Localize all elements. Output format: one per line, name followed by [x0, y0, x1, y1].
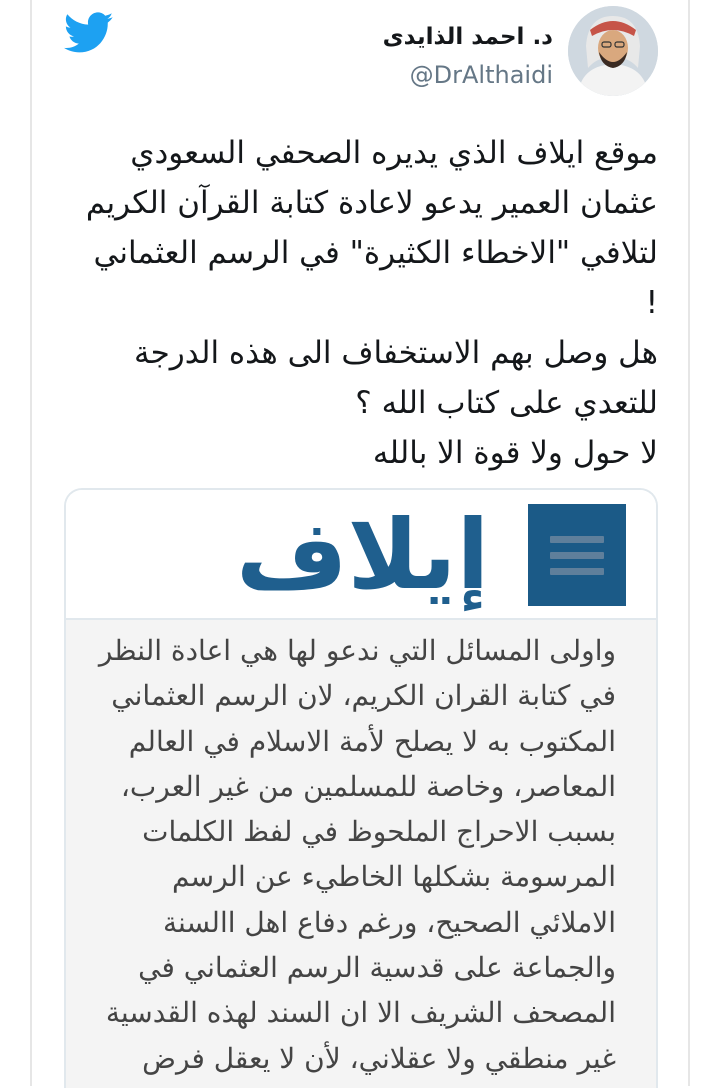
- article-line: المعاصر، وخاصة للمسلمين من غير العرب،: [120, 769, 616, 803]
- attached-image-card[interactable]: [64, 488, 658, 1088]
- article-excerpt: [66, 620, 656, 1088]
- article-line: بسبب الاحراج الملحوظ في لفظ الكلمات: [142, 815, 616, 849]
- user-info[interactable]: [383, 22, 553, 92]
- elaph-logo: إيلاف: [236, 499, 490, 611]
- avatar[interactable]: [568, 6, 658, 96]
- article-line: والجماعة على قدسية الرسم العثماني في: [138, 951, 616, 985]
- tweet-line: هل وصل بهم الاستخفاف الى هذه الدرجة: [133, 335, 658, 371]
- tweet-line: لا حول ولا قوة الا بالله: [372, 435, 658, 471]
- tweet-line: عثمان العمير يدعو لاعادة كتابة القرآن الكريم: [85, 185, 658, 221]
- article-line: واولى المسائل التي ندعو لها هي اعادة النظر: [98, 634, 616, 667]
- tweet-line: للتعدي على كتاب الله ؟: [355, 385, 658, 421]
- article-line: في كتابة القران الكريم، لان الرسم العثماني: [111, 679, 616, 713]
- article-line: المكتوب به لا يصلح لأمة الاسلام في العالم: [128, 724, 616, 758]
- article-line: الاملائي الصحيح، ورغم دفاع اهل االسنة: [162, 905, 616, 939]
- twitter-bird-icon[interactable]: [64, 12, 114, 54]
- tweet-line: موقع ايلاف الذي يديره الصحفي السعودي: [130, 135, 658, 171]
- tweet-line: لتلافي "الاخطاء الكثيرة" في الرسم العثماني: [93, 235, 658, 271]
- tweet-container: [30, 0, 690, 1086]
- tweet-line: !: [645, 285, 658, 321]
- tweet-header: [32, 0, 688, 120]
- user-display-name[interactable]: د. احمد الذايدى: [382, 24, 553, 50]
- user-handle[interactable]: @DrAlthaidi: [409, 61, 553, 89]
- tweet-text: [64, 128, 658, 478]
- avatar-image: [568, 6, 658, 96]
- article-line: المرسومة بشكلها الخاطيء عن الرسم: [171, 860, 616, 894]
- article-line: غير منطقي ولا عقلاني، لأن لا يعقل فرض: [142, 1041, 616, 1075]
- card-header: [66, 490, 656, 620]
- article-line: المصحف الشريف الا ان السند لهذه القدسية: [105, 996, 616, 1030]
- hamburger-menu-icon[interactable]: [528, 504, 626, 606]
